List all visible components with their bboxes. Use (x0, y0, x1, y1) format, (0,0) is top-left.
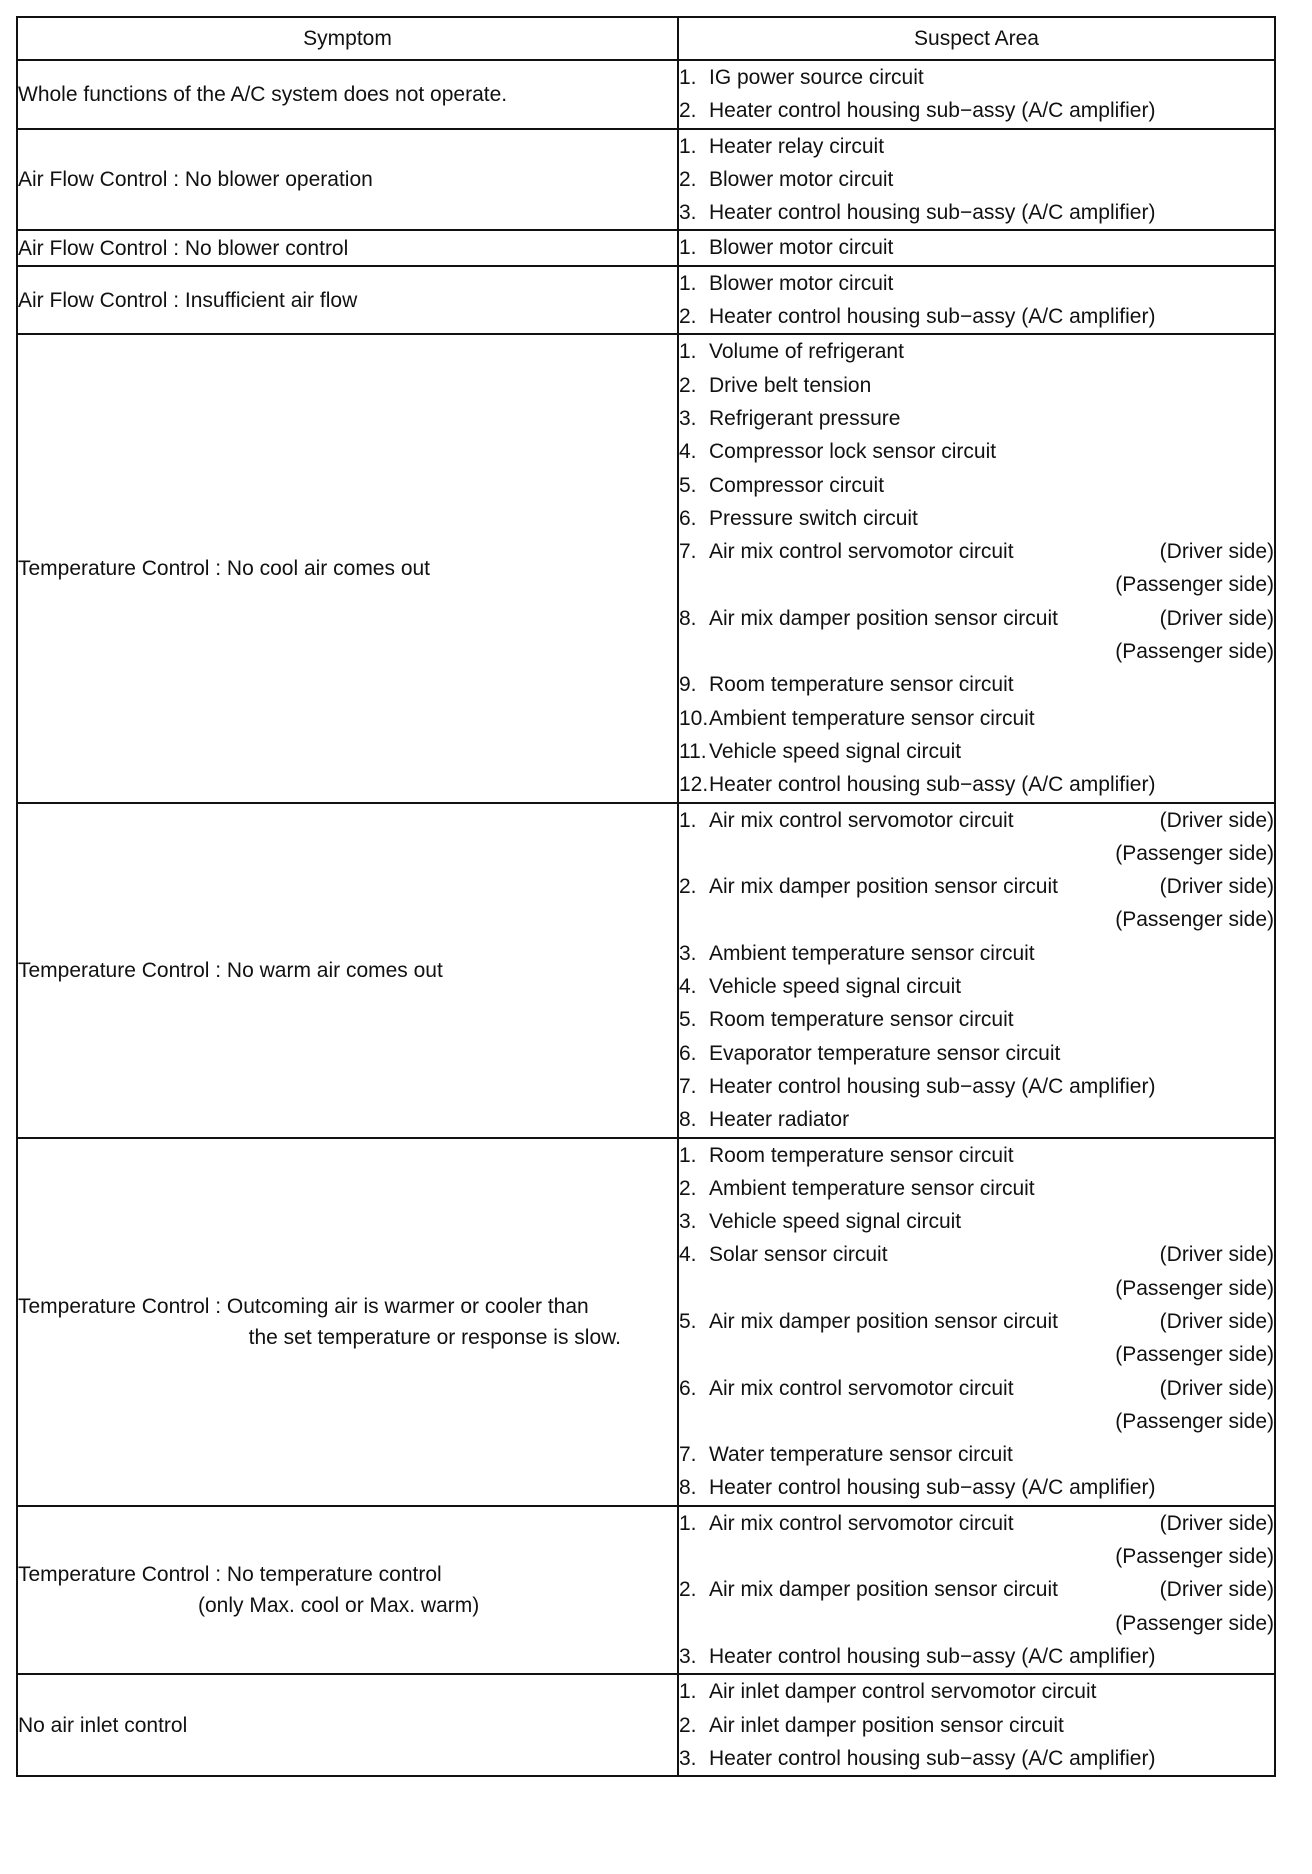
item-text: Air mix control servomotor circuit (709, 1376, 1014, 1400)
item-text: Air mix control servomotor circuit (709, 540, 1014, 564)
document-page (16, 16, 1276, 1777)
item-side-label: (Driver side) (1159, 1309, 1274, 1333)
table-row (17, 1138, 1275, 1506)
suspect-area-cell (678, 230, 1275, 265)
suspect-area-item (679, 1675, 1274, 1708)
item-number: 3. (679, 941, 697, 965)
symptom-text: Air Flow Control : Insufficient air flow (18, 288, 358, 312)
item-side-label: (Driver side) (1159, 606, 1274, 630)
item-side-label-secondary: (Passenger side) (1115, 1276, 1274, 1300)
item-text: Room temperature sensor circuit (709, 1143, 1014, 1167)
item-text: Air inlet damper position sensor circuit (709, 1713, 1064, 1737)
item-text: Volume of refrigerant (709, 340, 904, 364)
suspect-area-item (679, 61, 1274, 94)
suspect-area-item (679, 1238, 1274, 1271)
symptom-text: Temperature Control : No cool air comes out (18, 556, 431, 580)
suspect-area-item (679, 163, 1274, 196)
item-text: Room temperature sensor circuit (709, 1008, 1014, 1032)
item-number: 8. (679, 1476, 697, 1500)
item-text: Heater control housing sub−assy (A/C amplifier) (709, 1746, 1156, 1770)
suspect-area-item (679, 94, 1274, 127)
item-text: Ambient temperature sensor circuit (709, 706, 1035, 730)
symptom-text: the set temperature or response is slow. (248, 1325, 621, 1349)
item-text: Ambient temperature sensor circuit (709, 941, 1035, 965)
item-number: 3. (679, 1644, 697, 1668)
suspect-area-item (679, 668, 1274, 701)
item-text: Refrigerant pressure (709, 406, 901, 430)
symptom-cell (17, 334, 678, 802)
item-number: 1. (679, 808, 697, 832)
suspect-area-item (679, 1438, 1274, 1471)
symptom-text: Temperature Control : Outcoming air is warmer or cooler than (18, 1294, 589, 1318)
item-number: 1. (679, 134, 697, 158)
item-number: 1. (679, 271, 697, 295)
item-text: Heater control housing sub−assy (A/C amplifier) (709, 305, 1156, 329)
item-number: 1. (679, 1511, 697, 1535)
item-text: Air mix control servomotor circuit (709, 1511, 1014, 1535)
item-text: Ambient temperature sensor circuit (709, 1176, 1035, 1200)
item-side-label: (Driver side) (1159, 1578, 1274, 1602)
item-number: 1. (679, 236, 697, 260)
item-number: 10. (679, 706, 709, 730)
symptom-cell (17, 60, 678, 129)
suspect-area-cell (678, 1674, 1275, 1776)
item-number: 9. (679, 673, 697, 697)
item-text: Pressure switch circuit (709, 506, 918, 530)
table-row (17, 60, 1275, 129)
table-row (17, 1674, 1275, 1776)
item-text: Air mix damper position sensor circuit (709, 1578, 1058, 1602)
suspect-area-cell (678, 1506, 1275, 1674)
item-number: 2. (679, 373, 697, 397)
symptom-cell (17, 1674, 678, 1776)
suspect-area-item (679, 535, 1274, 568)
suspect-area-item (679, 970, 1274, 1003)
item-number: 4. (679, 1243, 697, 1267)
item-number: 5. (679, 1008, 697, 1032)
table-row (17, 266, 1275, 335)
symptom-text: Air Flow Control : No blower operation (18, 168, 373, 192)
item-text: Room temperature sensor circuit (709, 673, 1014, 697)
item-number: 6. (679, 1041, 697, 1065)
item-number: 7. (679, 1074, 697, 1098)
table-row (17, 129, 1275, 231)
symptom-cell (17, 129, 678, 231)
suspect-area-item (679, 231, 1274, 264)
suspect-area-item (679, 1205, 1274, 1238)
suspect-area-item (679, 804, 1274, 837)
item-number: 3. (679, 1746, 697, 1770)
item-number: 1. (679, 1680, 697, 1704)
item-text: Heater control housing sub−assy (A/C amplifier) (709, 201, 1156, 225)
symptom-table (16, 16, 1276, 1777)
item-number: 2. (679, 167, 697, 191)
symptom-cell (17, 230, 678, 265)
symptom-text: Whole functions of the A/C system does not operate. (18, 82, 508, 106)
suspect-area-cell (678, 60, 1275, 129)
item-text: Heater control housing sub−assy (A/C amplifier) (709, 1476, 1156, 1500)
item-text: Heater radiator (709, 1108, 850, 1132)
symptom-text: (only Max. cool or Max. warm) (198, 1594, 480, 1617)
item-number: 7. (679, 1443, 697, 1467)
suspect-area-cell (678, 1138, 1275, 1506)
table-body (17, 60, 1275, 1776)
item-number: 4. (679, 440, 697, 464)
suspect-area-item (679, 1103, 1274, 1136)
item-side-label-secondary: (Passenger side) (1115, 841, 1274, 865)
symptom-text: No air inlet control (18, 1713, 188, 1737)
item-side-label-secondary: (Passenger side) (1115, 640, 1274, 664)
suspect-area-item (679, 1742, 1274, 1775)
suspect-area-item (679, 502, 1274, 535)
item-number: 2. (679, 1578, 697, 1602)
item-number: 1. (679, 340, 697, 364)
symptom-text: Temperature Control : No warm air comes out (18, 958, 443, 982)
suspect-area-item (679, 702, 1274, 735)
suspect-area-item (679, 300, 1274, 333)
item-side-label-secondary: (Passenger side) (1115, 1545, 1274, 1569)
item-text: Blower motor circuit (709, 236, 894, 260)
item-side-label-secondary: (Passenger side) (1115, 573, 1274, 597)
suspect-area-item (679, 1172, 1274, 1205)
item-text: Blower motor circuit (709, 167, 894, 191)
suspect-area-item (679, 602, 1274, 635)
suspect-area-item (679, 1070, 1274, 1103)
item-side-label-secondary: (Passenger side) (1115, 1409, 1274, 1433)
item-text: Solar sensor circuit (709, 1243, 888, 1267)
item-side-label: (Driver side) (1159, 875, 1274, 899)
suspect-area-item (679, 369, 1274, 402)
item-side-label: (Driver side) (1159, 1376, 1274, 1400)
item-text: Drive belt tension (709, 373, 872, 397)
suspect-area-item (679, 1471, 1274, 1504)
item-number: 1. (679, 1143, 697, 1167)
header-suspect-area: Suspect Area (678, 17, 1275, 60)
symptom-cell (17, 803, 678, 1138)
suspect-area-cell (678, 129, 1275, 231)
suspect-area-item (679, 335, 1274, 368)
suspect-area-cell (678, 803, 1275, 1138)
item-side-label-secondary: (Passenger side) (1115, 1343, 1274, 1367)
item-side-label-secondary: (Passenger side) (1115, 908, 1274, 932)
item-side-label: (Driver side) (1159, 1243, 1274, 1267)
suspect-area-item (679, 1305, 1274, 1338)
suspect-area-item (679, 435, 1274, 468)
suspect-area-item (679, 870, 1274, 903)
symptom-text: Temperature Control : No temperature control (18, 1563, 442, 1586)
item-number: 3. (679, 1210, 697, 1234)
symptom-cell (17, 1138, 678, 1506)
suspect-area-item (679, 937, 1274, 970)
item-text: Vehicle speed signal circuit (709, 1210, 962, 1234)
table-row (17, 334, 1275, 802)
item-text: Air mix damper position sensor circuit (709, 875, 1058, 899)
item-number: 3. (679, 201, 697, 225)
header-row (17, 17, 1275, 60)
item-number: 1. (679, 66, 697, 89)
item-text: Vehicle speed signal circuit (709, 975, 962, 999)
item-text: IG power source circuit (709, 66, 924, 89)
suspect-area-item (679, 469, 1274, 502)
item-text: Heater control housing sub−assy (A/C amplifier) (709, 1074, 1156, 1098)
item-number: 2. (679, 1176, 697, 1200)
item-text: Air mix damper position sensor circuit (709, 606, 1058, 630)
suspect-area-item (679, 267, 1274, 300)
suspect-area-item (679, 768, 1274, 801)
item-number: 6. (679, 1376, 697, 1400)
item-number: 2. (679, 99, 697, 123)
item-text: Air inlet damper control servomotor circuit (709, 1680, 1097, 1704)
symptom-cell (17, 266, 678, 335)
item-text: Heater control housing sub−assy (A/C amplifier) (709, 1644, 1156, 1668)
item-number: 3. (679, 406, 697, 430)
suspect-area-item (679, 1139, 1274, 1172)
item-side-label: (Driver side) (1159, 540, 1274, 564)
item-text: Air mix control servomotor circuit (709, 808, 1014, 832)
item-text: Heater relay circuit (709, 134, 885, 158)
item-side-label: (Driver side) (1159, 1511, 1274, 1535)
item-text: Evaporator temperature sensor circuit (709, 1041, 1061, 1065)
symptom-cell (17, 1506, 678, 1674)
item-number: 2. (679, 1713, 697, 1737)
item-number: 6. (679, 506, 697, 530)
item-text: Water temperature sensor circuit (709, 1443, 1013, 1467)
table-row (17, 230, 1275, 265)
header-symptom: Symptom (17, 17, 678, 60)
suspect-area-item (679, 1573, 1274, 1606)
item-number: 2. (679, 875, 697, 899)
table-row (17, 1506, 1275, 1674)
item-text: Vehicle speed signal circuit (709, 739, 962, 763)
item-text: Heater control housing sub−assy (A/C amplifier) (709, 99, 1156, 123)
item-number: 11. (679, 739, 707, 763)
item-text: Air mix damper position sensor circuit (709, 1309, 1058, 1333)
suspect-area-cell (678, 334, 1275, 802)
item-side-label-secondary: (Passenger side) (1115, 1611, 1274, 1635)
suspect-area-item (679, 735, 1274, 768)
item-number: 8. (679, 606, 697, 630)
symptom-text: Air Flow Control : No blower control (18, 236, 349, 260)
item-number: 5. (679, 1309, 697, 1333)
item-text: Compressor circuit (709, 473, 885, 497)
item-number: 4. (679, 975, 697, 999)
item-text: Heater control housing sub−assy (A/C amplifier) (709, 773, 1156, 797)
suspect-area-item (679, 1709, 1274, 1742)
suspect-area-item (679, 1640, 1274, 1673)
item-text: Blower motor circuit (709, 271, 894, 295)
item-number: 5. (679, 473, 697, 497)
suspect-area-item (679, 196, 1274, 229)
suspect-area-item (679, 1507, 1274, 1540)
item-number: 8. (679, 1108, 697, 1132)
suspect-area-item (679, 402, 1274, 435)
item-number: 7. (679, 540, 697, 564)
suspect-area-item (679, 130, 1274, 163)
item-text: Compressor lock sensor circuit (709, 440, 997, 464)
suspect-area-item (679, 1037, 1274, 1070)
table-row (17, 803, 1275, 1138)
suspect-area-cell (678, 266, 1275, 335)
suspect-area-item (679, 1003, 1274, 1036)
item-number: 2. (679, 305, 697, 329)
item-side-label: (Driver side) (1159, 808, 1274, 832)
item-number: 12. (679, 773, 709, 797)
suspect-area-item (679, 1372, 1274, 1405)
